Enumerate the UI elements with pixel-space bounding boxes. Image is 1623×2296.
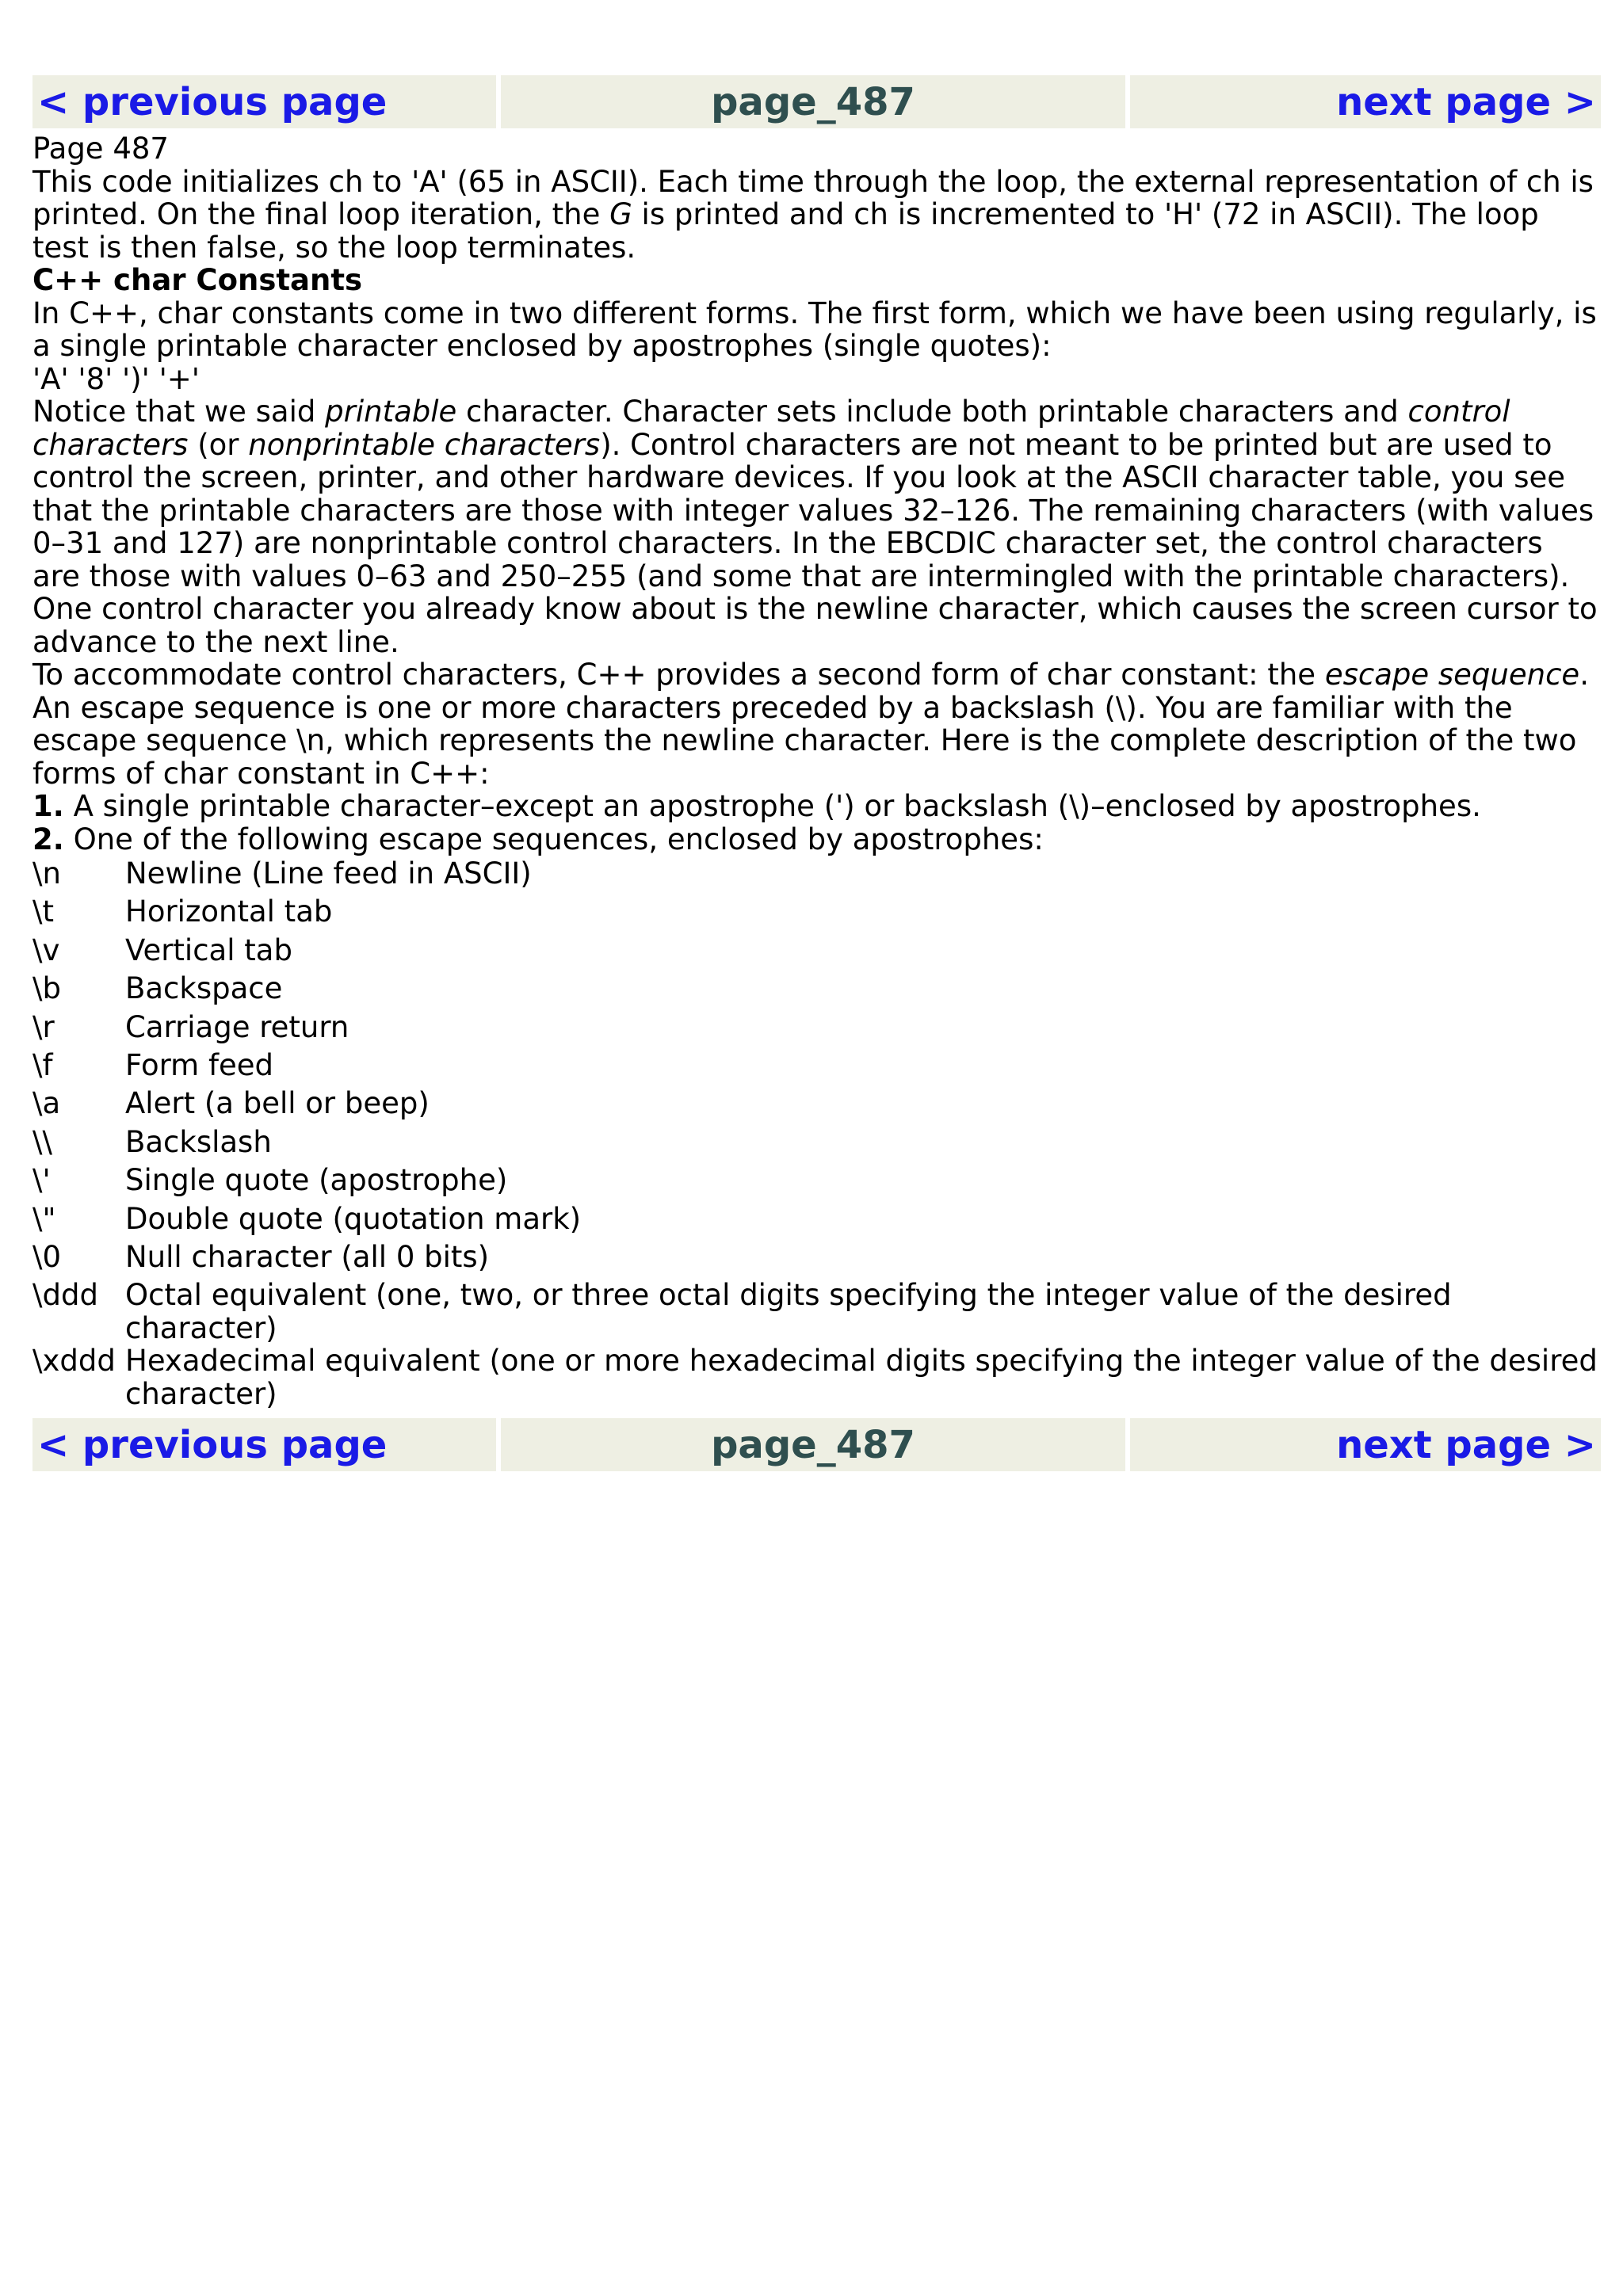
escape-row xyxy=(32,1126,1598,1164)
bottom-previous-page-link[interactable]: < previous page xyxy=(37,1422,388,1467)
example-constants: 'A' '8' ')' '+' xyxy=(32,361,200,396)
para3-text-c: (or xyxy=(188,427,249,462)
top-next-cell xyxy=(1130,75,1601,128)
escape-description: Null character (all 0 bits) xyxy=(125,1239,490,1274)
escape-code: \b xyxy=(32,971,61,1006)
bottom-prev-cell xyxy=(32,1418,496,1471)
para1-italic: G xyxy=(609,197,632,231)
section-heading: C++ char Constants xyxy=(32,263,363,297)
escape-row xyxy=(32,1049,1598,1087)
bottom-page-label-cell xyxy=(501,1418,1125,1471)
escape-description: Backslash xyxy=(125,1124,272,1159)
escape-description: Carriage return xyxy=(125,1009,349,1044)
bottom-nav-bar xyxy=(32,1418,1601,1471)
escape-description: Newline (Line feed in ASCII) xyxy=(125,856,532,891)
escape-code: \\ xyxy=(32,1124,52,1159)
escape-description: Form feed xyxy=(125,1047,274,1082)
list-item-1 xyxy=(32,790,1598,823)
page-content xyxy=(32,128,1598,1418)
para1-text-b: is printed and ch is incremented to 'H' (72 in ASCII). The loop test is then false, so the loop terminates. xyxy=(32,197,1539,265)
escape-description: Vertical tab xyxy=(125,933,292,967)
top-page-label-cell xyxy=(501,75,1125,128)
escape-description: Alert (a bell or beep) xyxy=(125,1086,430,1121)
para4-text-b: . An escape sequence is one or more characters preceded by a backslash (\). You are familiar with the escape sequence \n, which represents the newline character. Here is the complete description of the two forms of char constant in C++: xyxy=(32,658,1589,791)
list-item-1-text: A single printable character–except an apostrophe (') or backslash (\)–enclosed by apostrophes. xyxy=(63,789,1481,823)
escape-sequence-table xyxy=(32,857,1598,1410)
escape-code: \n xyxy=(32,856,61,891)
escape-code: \xddd xyxy=(32,1344,116,1379)
page-number: Page 487 xyxy=(32,132,169,166)
top-prev-cell xyxy=(32,75,496,128)
escape-row xyxy=(32,1279,1598,1344)
bottom-page-label: page_487 xyxy=(711,1422,915,1467)
para3-text-d: ). Control characters are not meant to be printed but are used to control the screen, printer, and other hardware devices. If you look at the ASCII character table, you see that the printable characters are those with integer values 32–126. The remaining characters (with values 0–31 and 127) are nonprintable control characters. In the EBCDIC character set, the control characters are those with values 0–63 and 250–255 (and some that are intermingled with the printable characters). One control character you already know about is the newline character, which causes the screen cursor to advance to the next line. xyxy=(32,427,1598,659)
escape-description: Hexadecimal equivalent (one or more hexadecimal digits specifying the integer value of the desired character) xyxy=(125,1344,1598,1411)
escape-code: \r xyxy=(32,1009,55,1044)
escape-row xyxy=(32,1241,1598,1279)
list-item-1-number: 1. xyxy=(32,789,64,823)
paragraph-control-characters xyxy=(32,395,1598,658)
para3-text-b: character. Character sets include both printable characters and xyxy=(456,395,1408,429)
escape-description: Octal equivalent (one, two, or three octal digits specifying the integer value of the desired character) xyxy=(125,1278,1452,1345)
escape-description: Single quote (apostrophe) xyxy=(125,1163,508,1198)
escape-code: \' xyxy=(32,1163,51,1198)
escape-description: Backspace xyxy=(125,971,283,1006)
bottom-next-page-link[interactable]: next page > xyxy=(1336,1422,1596,1467)
escape-row xyxy=(32,1164,1598,1202)
escape-row xyxy=(32,895,1598,933)
escape-row xyxy=(32,1011,1598,1049)
para3-italic-printable: printable xyxy=(325,395,457,429)
escape-row xyxy=(32,972,1598,1010)
escape-code: \t xyxy=(32,894,54,929)
top-page-label: page_487 xyxy=(711,79,915,124)
escape-code: \v xyxy=(32,933,60,967)
escape-code: \" xyxy=(32,1201,56,1236)
para3-text-a: Notice that we said xyxy=(32,395,326,429)
paragraph-forms: In C++, char constants come in two different forms. The first form, which we have been using regularly, is a single printable character enclosed by apostrophes (single quotes): xyxy=(32,296,1597,363)
paragraph-loop xyxy=(32,166,1598,265)
escape-code: \0 xyxy=(32,1239,62,1274)
list-item-2-text: One of the following escape sequences, enclosed by apostrophes: xyxy=(63,822,1044,856)
para4-text-a: To accommodate control characters, C++ provides a second form of char constant: the xyxy=(32,658,1325,692)
escape-code: \a xyxy=(32,1086,61,1121)
para3-italic-control: control characters xyxy=(32,395,1510,462)
escape-description: Horizontal tab xyxy=(125,894,333,929)
escape-description: Double quote (quotation mark) xyxy=(125,1201,582,1236)
para4-italic: escape sequence xyxy=(1324,658,1580,692)
escape-row xyxy=(32,1087,1598,1125)
para3-italic-nonprintable: nonprintable characters xyxy=(248,427,601,462)
list-item-2 xyxy=(32,823,1598,856)
escape-row xyxy=(32,857,1598,895)
bottom-next-cell xyxy=(1130,1418,1601,1471)
top-next-page-link[interactable]: next page > xyxy=(1336,79,1596,124)
escape-code: \f xyxy=(32,1047,53,1082)
para1-text-a: This code initializes ch to 'A' (65 in ASCII). Each time through the loop, the external representation of ch is printed. On the final loop iteration, the xyxy=(32,164,1594,231)
top-previous-page-link[interactable]: < previous page xyxy=(37,79,388,124)
escape-row xyxy=(32,1344,1598,1410)
list-item-2-number: 2. xyxy=(32,822,64,856)
escape-row xyxy=(32,1203,1598,1241)
paragraph-escape-sequence xyxy=(32,658,1598,790)
top-nav-bar xyxy=(32,75,1601,128)
escape-code: \ddd xyxy=(32,1278,98,1313)
escape-row xyxy=(32,934,1598,972)
